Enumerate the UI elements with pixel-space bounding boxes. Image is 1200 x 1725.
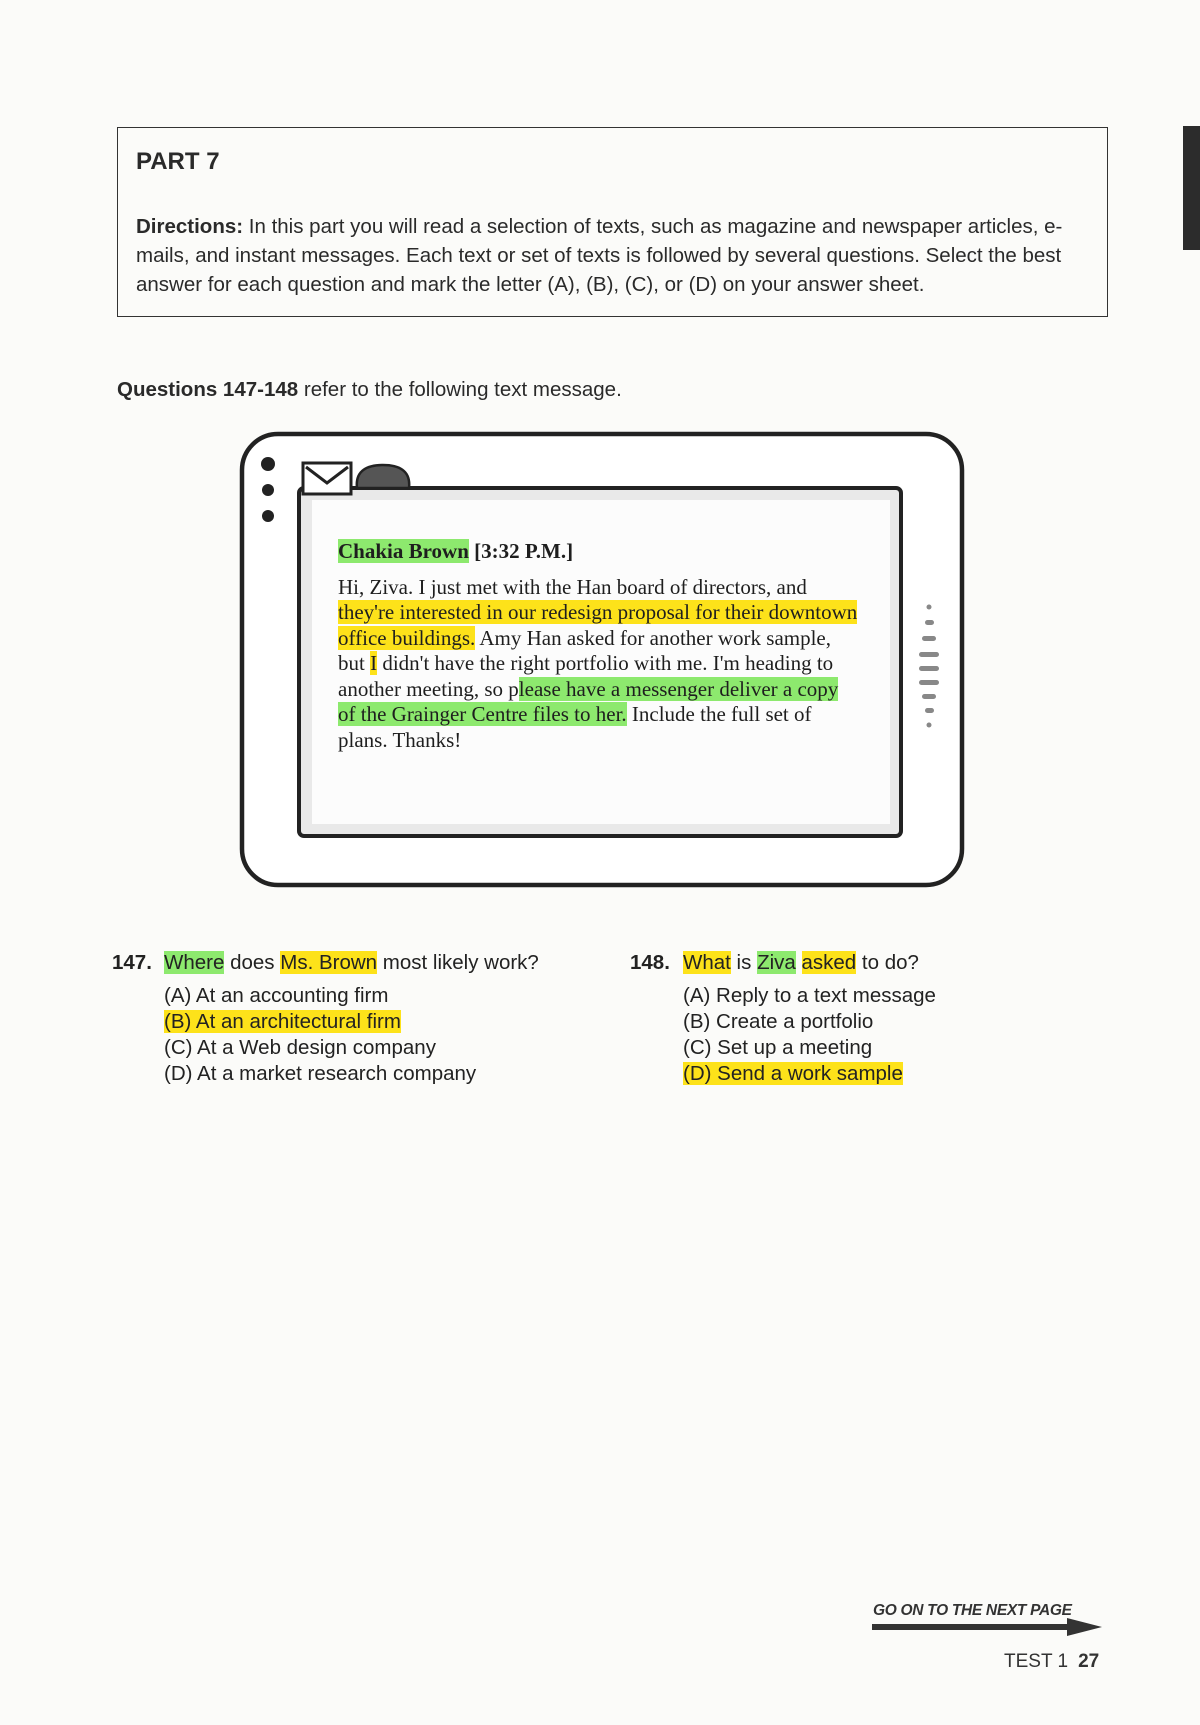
text-message xyxy=(338,539,858,753)
answer-option-c[interactable]: (C) Set up a meeting xyxy=(683,1036,873,1059)
question-number: 147. xyxy=(112,951,152,974)
stem-highlight: Where xyxy=(164,951,225,974)
answer-options xyxy=(683,983,936,1087)
envelope-icon xyxy=(303,463,351,494)
message-highlight: lease have a messenger deliver a copy of the Grainger Centre files to her. xyxy=(338,676,839,726)
answer-option-b[interactable]: (B) Create a portfolio xyxy=(683,1010,874,1033)
answer-option-highlight: (D) Send a work sample xyxy=(683,1062,903,1085)
questions-range: Questions 147-148 xyxy=(117,378,299,401)
stem-text: to do? xyxy=(856,951,919,974)
questions-intro-text: refer to the following text message. xyxy=(298,378,622,401)
message-body xyxy=(338,575,858,754)
question-stem xyxy=(630,951,936,975)
answer-option-a[interactable]: (A) At an accounting firm xyxy=(164,984,389,1007)
next-page-arrow-icon xyxy=(872,1616,1104,1640)
answer-option-c[interactable]: (C) At a Web design company xyxy=(164,1036,436,1059)
stem-highlight: What xyxy=(683,951,731,974)
part-title: PART 7 xyxy=(136,148,220,175)
directions-body: In this part you will read a selection of texts, such as magazine and newspaper articles, e-mails, and instant messages. Each text or set of texts is followed by several questions. Select the best answer for each question and mark the letter (A), (B), (C), or (D) on your answer sheet. xyxy=(136,215,1063,296)
stem-text: most likely work? xyxy=(377,951,539,974)
stem-highlight: Ziva xyxy=(757,951,796,974)
question-148 xyxy=(630,951,936,1087)
message-highlight: they're interested in our redesign proposal for their downtown office buildings. xyxy=(338,600,858,650)
stem-text: is xyxy=(730,951,758,974)
sender-name: Chakia Brown xyxy=(338,539,469,563)
question-147 xyxy=(112,951,539,1087)
question-stem xyxy=(112,951,539,975)
message-text: Amy Han asked for another work sample, but xyxy=(338,625,832,675)
message-highlight: I xyxy=(370,651,378,675)
answer-option-highlight: (B) At an architectural firm xyxy=(164,1010,401,1033)
message-text: Hi, Ziva. I just met with the Han board of directors, and xyxy=(338,574,807,599)
stem-text: does xyxy=(224,951,281,974)
answer-options xyxy=(164,983,539,1087)
question-number: 148. xyxy=(630,951,670,974)
answer-option-d[interactable] xyxy=(683,1061,936,1087)
stem-highlight: Ms. Brown xyxy=(280,951,378,974)
phone-handset-icon xyxy=(357,465,409,488)
sensor-dot-icon xyxy=(262,510,274,522)
go-on-next-page-label: GO ON TO THE NEXT PAGE xyxy=(873,1602,1072,1619)
answer-option-d[interactable]: (D) At a market research company xyxy=(164,1062,477,1085)
message-header xyxy=(338,539,858,565)
sensor-dot-icon xyxy=(262,484,274,496)
test-label: TEST 1 xyxy=(1004,1651,1069,1672)
message-text: didn't have the right portfolio with me. I'm heading to another meeting, so p xyxy=(338,651,834,701)
page-number: 27 xyxy=(1078,1651,1100,1672)
message-text: Include the full set of plans. Thanks! xyxy=(338,702,812,752)
stem-highlight: asked xyxy=(801,951,857,974)
message-time: [3:32 P.M.] xyxy=(468,539,574,563)
stem-text xyxy=(796,951,802,974)
page-footer xyxy=(1004,1651,1099,1673)
camera-dot-icon xyxy=(261,457,275,471)
directions-label: Directions: xyxy=(136,215,244,238)
answer-option-a[interactable]: (A) Reply to a text message xyxy=(683,984,936,1007)
answer-option-b[interactable] xyxy=(164,1009,539,1035)
